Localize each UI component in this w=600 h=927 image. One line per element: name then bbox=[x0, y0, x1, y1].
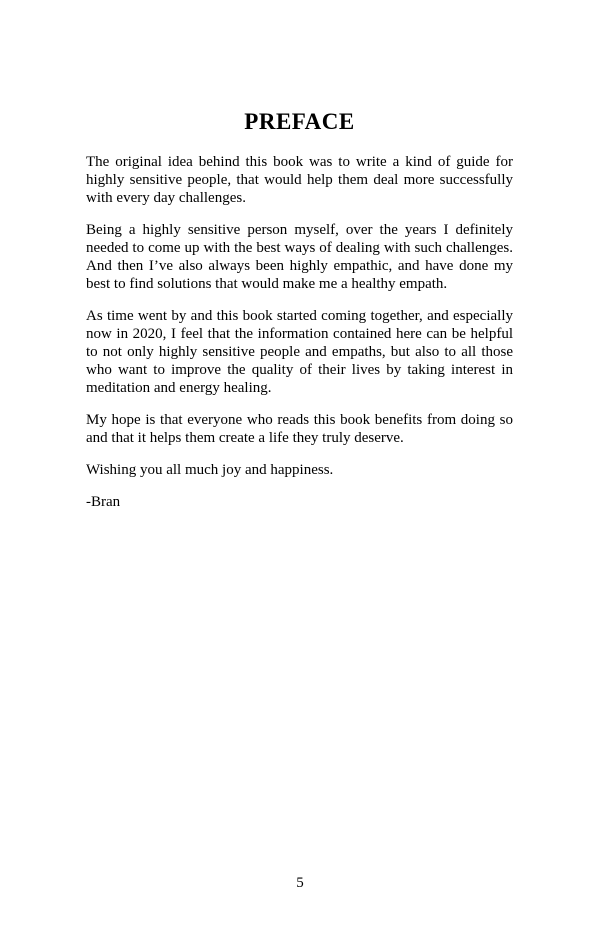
paragraph: The original idea behind this book was to write a kind of guide for highly sensitive people, that would help them deal more successfully with every day challenges. bbox=[86, 154, 513, 206]
paragraph: As time went by and this book started coming together, and especially now in 2020, I feel that the information contained here can be helpful to not only highly sensitive people and empaths, but also to all those who want to improve the quality of their lives by taking interest in meditation and energy healing. bbox=[86, 308, 513, 396]
paragraph: Wishing you all much joy and happiness. bbox=[86, 462, 334, 478]
page-title: PREFACE bbox=[244, 109, 355, 134]
paragraph: My hope is that everyone who reads this book benefits from doing so and that it helps them create a life they truly deserve. bbox=[86, 412, 513, 446]
page-content bbox=[86, 0, 513, 511]
page-number: 5 bbox=[296, 875, 304, 891]
paragraph: Being a highly sensitive person myself, over the years I definitely needed to come up with the best ways of dealing with such challenges. And then I’ve also always been highly empathic, and have done my best to find solutions that would make me a healthy empath. bbox=[86, 222, 513, 292]
author-signature: -Bran bbox=[86, 494, 121, 510]
